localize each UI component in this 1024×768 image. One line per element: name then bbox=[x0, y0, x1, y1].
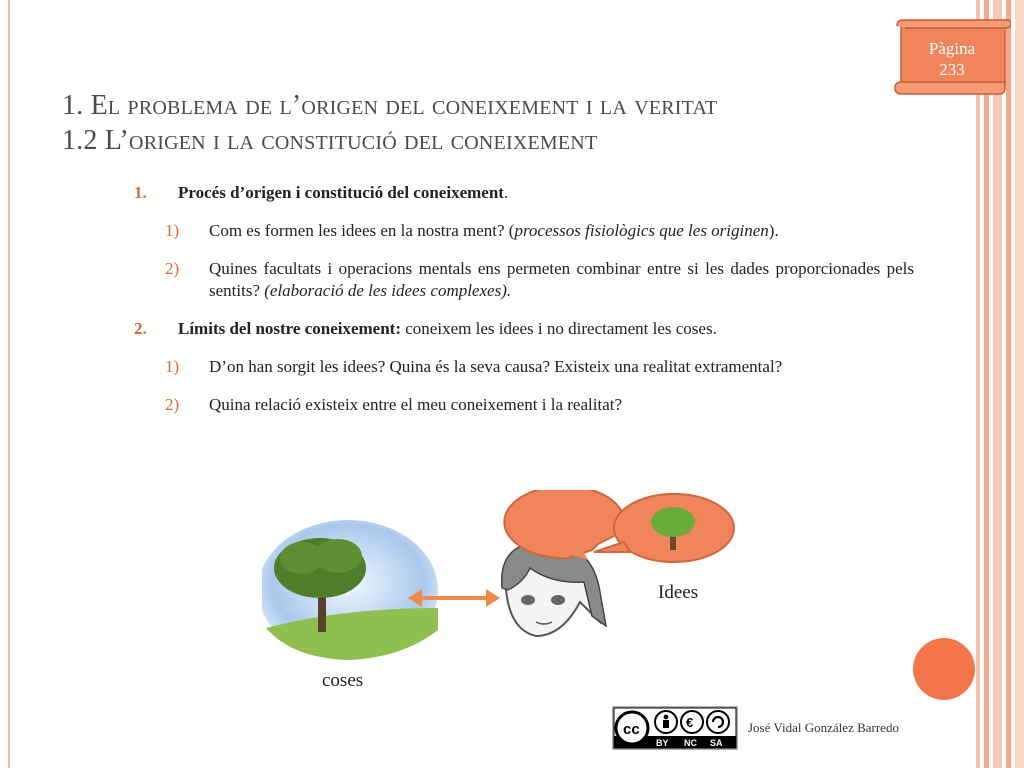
decorative-stripes bbox=[976, 0, 1024, 768]
svg-text:€: € bbox=[686, 715, 694, 730]
sub-text-italic: (elaboració de les idees complexes). bbox=[264, 281, 512, 300]
sub-text: Com es formen les idees en la nostra ment? ( bbox=[209, 221, 515, 240]
cc-license-badge bbox=[612, 706, 738, 750]
list-item-bold: Límits del nostre coneixement: bbox=[178, 319, 402, 338]
list-item bbox=[130, 318, 914, 340]
list-item-bold: Procés d’origen i constitució del coneixement bbox=[178, 183, 504, 202]
sub-list-item bbox=[130, 220, 914, 242]
sub-number: 1) bbox=[165, 221, 180, 240]
sub-text: Quina relació existeix entre el meu coneixement i la realitat? bbox=[209, 395, 623, 414]
sub-list-item bbox=[130, 356, 914, 378]
content-list bbox=[130, 182, 914, 432]
sub-text: D’on han sorgit les idees? Quina és la seva causa? Existeix una realitat extramental? bbox=[209, 357, 783, 376]
page-number-box bbox=[905, 38, 999, 80]
cc-term: BY bbox=[656, 738, 669, 748]
list-number: 2. bbox=[134, 319, 147, 338]
sub-text-italic: processos fisiològics que les originen bbox=[514, 221, 769, 240]
list-item-text: coneixem les idees i no directament les coses. bbox=[401, 319, 717, 338]
sub-text-after: ). bbox=[768, 221, 779, 240]
left-border-line bbox=[8, 0, 10, 768]
cc-term: SA bbox=[710, 738, 723, 748]
sub-number: 2) bbox=[165, 259, 180, 278]
list-item bbox=[130, 182, 914, 204]
things-label: coses bbox=[322, 670, 364, 691]
svg-text:cc: cc bbox=[623, 721, 640, 738]
page-label: Pàgina bbox=[928, 39, 976, 58]
sub-number: 2) bbox=[165, 395, 180, 414]
author-credit: José Vidal González Barredo bbox=[748, 720, 899, 735]
cc-term: NC bbox=[684, 738, 697, 748]
list-number: 1. bbox=[134, 183, 147, 202]
decorative-circle bbox=[913, 638, 975, 700]
title-line-2: 1.2 L’origen i la constitució del coneixement bbox=[62, 125, 598, 156]
ideas-label: Idees bbox=[658, 582, 699, 603]
slide-title bbox=[62, 88, 942, 158]
sub-list-item bbox=[130, 258, 914, 302]
ideas-bubble bbox=[590, 492, 738, 566]
page-number: 233 bbox=[939, 60, 965, 79]
title-line-1: 1. El problema de l’origen del coneixement i la veritat bbox=[62, 90, 718, 121]
sub-text: Quines facultats i operacions mentals ens permeten combinar entre si les dades proporcionades pels sentits? bbox=[209, 259, 914, 300]
sub-list-item bbox=[130, 394, 914, 416]
tree-picture bbox=[262, 520, 438, 660]
list-item-text: . bbox=[503, 183, 509, 202]
double-arrow-icon bbox=[408, 589, 500, 607]
sub-number: 1) bbox=[165, 357, 180, 376]
